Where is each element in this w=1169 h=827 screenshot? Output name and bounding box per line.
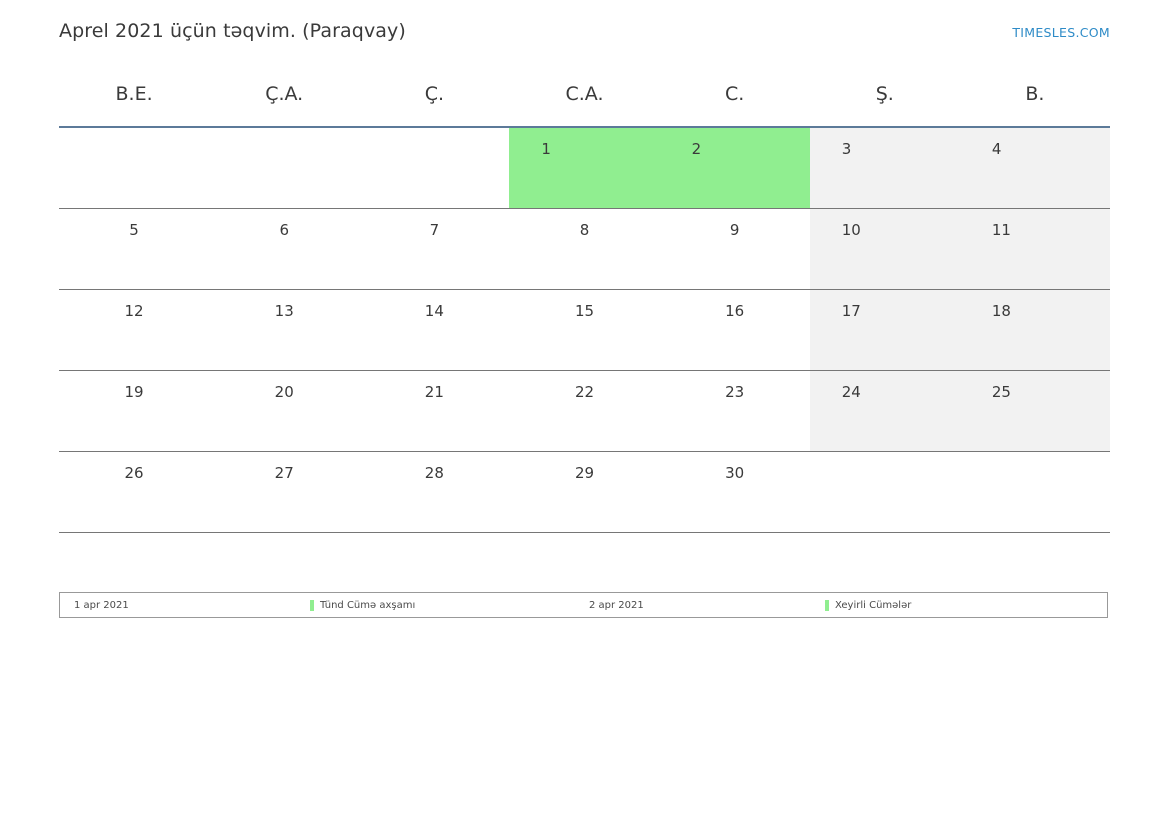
calendar-day-cell[interactable] [59,452,209,533]
calendar-week-row [59,127,1110,209]
legend-date-1: 1 apr 2021 [74,599,129,611]
calendar-day-cell[interactable] [359,452,509,533]
day-number [209,128,359,142]
page-title: Aprel 2021 üçün təqvim. (Paraqvay) [59,20,406,42]
day-number [960,452,1110,466]
day-number: 2 [691,140,702,158]
day-number [810,452,960,466]
site-brand-link[interactable]: TIMESLES.COM [1012,25,1110,40]
calendar-body [59,127,1110,533]
day-number: 9 [729,221,740,239]
weekday-header-sun: B. [1025,83,1045,105]
page-header [0,0,1169,62]
day-number: 29 [574,464,595,482]
day-number: 6 [279,221,289,239]
day-number: 21 [424,383,444,401]
calendar-day-cell[interactable] [810,127,960,209]
legend-row [60,593,1107,617]
legend-name-1-label: Tünd Cümə axşamı [320,599,416,611]
calendar-table [59,74,1110,533]
calendar-day-cell[interactable] [509,371,659,452]
calendar-day-cell[interactable] [209,209,359,290]
calendar-day-cell[interactable] [359,371,509,452]
calendar-empty-cell [59,127,209,209]
calendar-day-cell[interactable] [509,452,659,533]
calendar-day-cell[interactable] [660,371,810,452]
calendar-week-row [59,452,1110,533]
calendar-day-cell[interactable] [209,452,359,533]
day-number: 8 [579,221,590,239]
day-number: 13 [274,302,294,320]
day-number: 4 [991,140,1002,158]
calendar-day-cell[interactable] [810,209,960,290]
day-number: 15 [574,302,595,320]
calendar-empty-cell [960,452,1110,533]
day-number: 14 [424,302,444,320]
day-number: 26 [124,464,144,482]
day-number: 11 [991,221,1011,239]
calendar-header-row [59,74,1110,127]
calendar-empty-cell [359,127,509,209]
calendar-day-cell[interactable] [660,290,810,371]
day-number: 3 [841,140,852,158]
calendar-day-cell[interactable] [960,371,1110,452]
day-number: 23 [725,383,745,401]
day-number: 30 [725,464,745,482]
calendar-day-cell[interactable] [59,371,209,452]
calendar-day-cell[interactable] [59,209,209,290]
calendar-day-cell[interactable] [59,290,209,371]
calendar-day-cell[interactable] [509,127,659,209]
day-number: 25 [991,383,1011,401]
day-number: 28 [424,464,444,482]
weekday-header-sat: Ş. [875,83,894,105]
calendar-week-row [59,371,1110,452]
calendar-day-cell[interactable] [359,290,509,371]
day-number: 18 [991,302,1011,320]
calendar-day-cell[interactable] [509,209,659,290]
calendar-day-cell[interactable] [660,127,810,209]
day-number: 10 [841,221,861,239]
calendar-day-cell[interactable] [509,290,659,371]
day-number: 27 [274,464,294,482]
legend-name-2 [825,600,1090,611]
weekday-header-fri: C. [724,83,745,105]
calendar-week-row [59,290,1110,371]
weekday-header-mon: B.E. [115,83,153,105]
calendar-day-cell[interactable] [960,127,1110,209]
day-number: 24 [841,383,861,401]
day-number: 12 [124,302,144,320]
holiday-color-swatch-icon [825,600,829,611]
day-number: 17 [841,302,861,320]
day-number: 22 [574,383,595,401]
weekday-header-thu: C.A. [565,83,604,105]
day-number: 16 [725,302,745,320]
day-number [359,128,509,142]
calendar-empty-cell [209,127,359,209]
day-number: 20 [274,383,294,401]
day-number: 19 [124,383,144,401]
calendar-day-cell[interactable] [810,290,960,371]
calendar-day-cell[interactable] [359,209,509,290]
day-number: 7 [429,221,440,239]
holiday-legend [59,592,1108,618]
legend-name-2-label: Xeyirli Cümələr [835,599,912,611]
calendar-day-cell[interactable] [810,371,960,452]
calendar-empty-cell [810,452,960,533]
holiday-color-swatch-icon [310,600,314,611]
calendar-day-cell[interactable] [660,209,810,290]
calendar-day-cell[interactable] [660,452,810,533]
day-number: 1 [541,140,551,158]
calendar-day-cell[interactable] [209,290,359,371]
calendar-grid [59,74,1110,533]
weekday-header-tue: Ç.A. [265,83,304,105]
day-number: 5 [129,221,139,239]
calendar-day-cell[interactable] [960,209,1110,290]
legend-date-2: 2 apr 2021 [589,599,644,611]
day-number [59,128,209,142]
legend-name-1 [310,600,575,611]
calendar-week-row [59,209,1110,290]
calendar-day-cell[interactable] [209,371,359,452]
weekday-header-wed: Ç. [424,83,444,105]
calendar-day-cell[interactable] [960,290,1110,371]
